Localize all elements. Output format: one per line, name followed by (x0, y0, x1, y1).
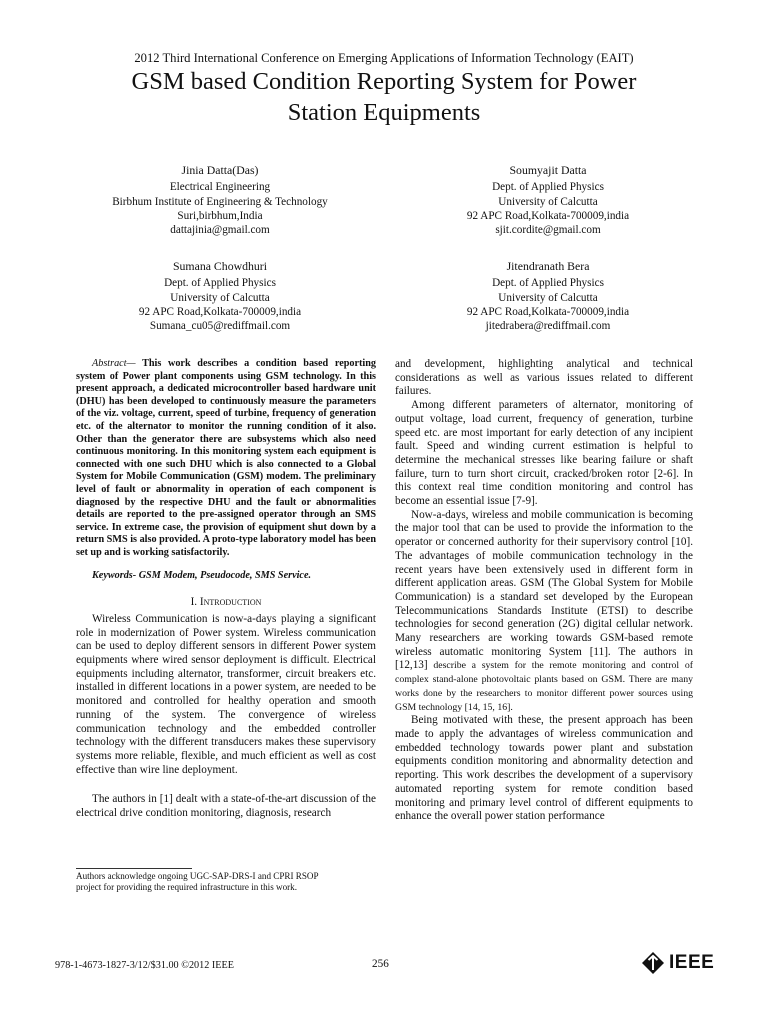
footnote-line-2: project for providing the required infrastructure in this work. (76, 882, 297, 893)
keywords: Keywords- GSM Modem, Pseudocode, SMS Service. (92, 569, 312, 581)
author-affiliation: University of Calcutta (498, 291, 598, 304)
author-affiliation: Dept. of Applied Physics (492, 181, 604, 194)
footnote-line-1: Authors acknowledge ongoing UGC-SAP-DRS-I and CPRI RSOP (76, 871, 319, 881)
author-email: sjit.cordite@gmail.com (495, 224, 601, 237)
author-affiliation: Dept. of Applied Physics (492, 277, 604, 290)
abstract-label: Abstract— (92, 358, 136, 369)
page-number: 256 (372, 958, 389, 970)
right-paragraph-4: Being motivated with these, the present approach has been made to apply the advantages of wireless communication and embedded technology towards power plant and substation equipments condition monitoring and abnormality detection and reporting. This work describes the development of a supervisory automated reporting system for remote condition based monitoring and primary level control of different equipments to enhance the overall power station performance (395, 714, 693, 823)
right-column (395, 358, 693, 824)
author-email: dattajinia@gmail.com (170, 224, 270, 237)
abstract (76, 358, 376, 560)
author-block-3 (70, 259, 370, 333)
abstract-text: This work describes a condition based reporting system of Power plant components using GSM technology. In this present approach, a dedicated microcontroller based hardware unit (DHU) has been developed to continuously measure the parameters of the viz. voltage, current, speed of turbine, frequency of generation etc. of the alternator to monitor the running condition of it also. Other than the generator there are subsystems which also need continuous monitoring. In this monitoring system each equipment is connected with one such DHU which is also connected to a Global System for Mobile Communication (GSM) modem. The preliminary level of fault or abnormality in operation of each component is diagnosed by the respective DHU and the fault or abnormalities details are reported to the pre-assigned operator through an SMS service. In extreme case, the provision of equipment shut down by a return SMS is also provided. A proto-type laboratory model has been set up and is working satisfactorily. (76, 358, 376, 558)
author-block-2 (398, 163, 698, 237)
author-affiliation: Dept. of Applied Physics (164, 277, 276, 290)
author-block-4 (398, 259, 698, 333)
right-paragraph-3-small: describe a system for the remote monitoring and control of complex stand-alone photovoltaic plants based on GSM. There are many works done by the researchers to monitor different power sources using GSM technology [14, 15, 16]. (395, 660, 693, 713)
right-paragraph-3-main: Now-a-days, wireless and mobile communication is becoming the major tool that can be used to provide the information to the operator or concerned authority for their supervisory control [10]. The advantages of mobile communication technology in the recent years have been extensively used in different form in different application areas. GSM (The Global System for Mobile Communication) is a standard set developed by the European Telecommunications Standards Institute (ETSI) to describe technologies for second generation (2G) digital cellular network. Many researchers are working towards GSM-based remote wireless automatic monitoring System [11]. The authors in [12,13] (395, 508, 693, 672)
right-paragraph-1: and development, highlighting analytical and technical considerations as well as various issues related to different failures. (395, 358, 693, 398)
author-affiliation: University of Calcutta (498, 195, 598, 208)
intro-paragraph-1: Wireless Communication is now-a-days playing a significant role in modernization of Power system. Wireless communication can be used to deploy different sensors in different Power system equipments where wired sensor deployment is difficult. Electrical equipments including alternator, transformer, circuit breakers etc. installed in different locations in a power system, are needed to be monitored and controlled for healthy operation and smooth running of the system. The convergence of wireless communication technology and the embedded controller technology with the different transducers makes these supervisory systems more reliable, flexible, and much efficient as well as cost effective than wire line deployment. (76, 612, 376, 776)
author-address: 92 APC Road,Kolkata-700009,india (466, 209, 630, 222)
author-affiliation: University of Calcutta (170, 291, 270, 304)
conference-name: 2012 Third International Conference on Emerging Applications of Information Technology (EAIT) (134, 51, 634, 65)
author-affiliation: Birbhum Institute of Engineering & Technology (112, 195, 328, 208)
author-address: 92 APC Road,Kolkata-700009,india (466, 305, 630, 318)
left-column (76, 358, 376, 821)
footnote (76, 871, 376, 894)
author-address: Suri,birbhum,India (177, 209, 263, 222)
author-affiliation: Electrical Engineering (169, 181, 271, 194)
title-line-1: GSM based Condition Reporting System for Power (131, 68, 637, 95)
right-paragraph-2: Among different parameters of alternator, monitoring of output voltage, load current, frequency of generation, turbine speed etc. are most important for early detection of any incipient fault. Speed and winding current estimation is helpful to determine the mechanical stresses like bearing failure or shaft failure, turn to turn short circuit, cracked/broken rotor [2-6]. In this context real time condition monitoring and control has become an essential issue [7-9]. (395, 399, 693, 508)
author-block-1 (70, 163, 370, 237)
author-email: Sumana_cu05@rediffmail.com (149, 320, 291, 333)
author-name: Sumana Chowdhuri (172, 259, 268, 273)
ieee-wordmark: IEEE (669, 952, 715, 973)
ieee-diamond-icon (641, 951, 665, 975)
author-name: Jitendranath Bera (506, 259, 590, 273)
author-email: jitedrabera@rediffmail.com (485, 320, 611, 333)
paper-title (60, 66, 708, 128)
author-name: Jinia Datta(Das) (181, 163, 259, 177)
section-heading: I. Introduction (190, 596, 262, 609)
title-line-2: Station Equipments (287, 99, 481, 126)
intro-paragraph-2: The authors in [1] dealt with a state-of-the-art discussion of the electrical drive condition monitoring, diagnosis, research (76, 793, 376, 820)
ieee-logo (641, 951, 714, 975)
author-address: 92 APC Road,Kolkata-700009,india (138, 305, 302, 318)
author-name: Soumyajit Datta (509, 163, 587, 177)
footer-isbn: 978-1-4673-1827-3/12/$31.00 ©2012 IEEE (55, 960, 234, 971)
right-paragraph-3 (395, 509, 693, 715)
footnote-divider (76, 868, 192, 869)
